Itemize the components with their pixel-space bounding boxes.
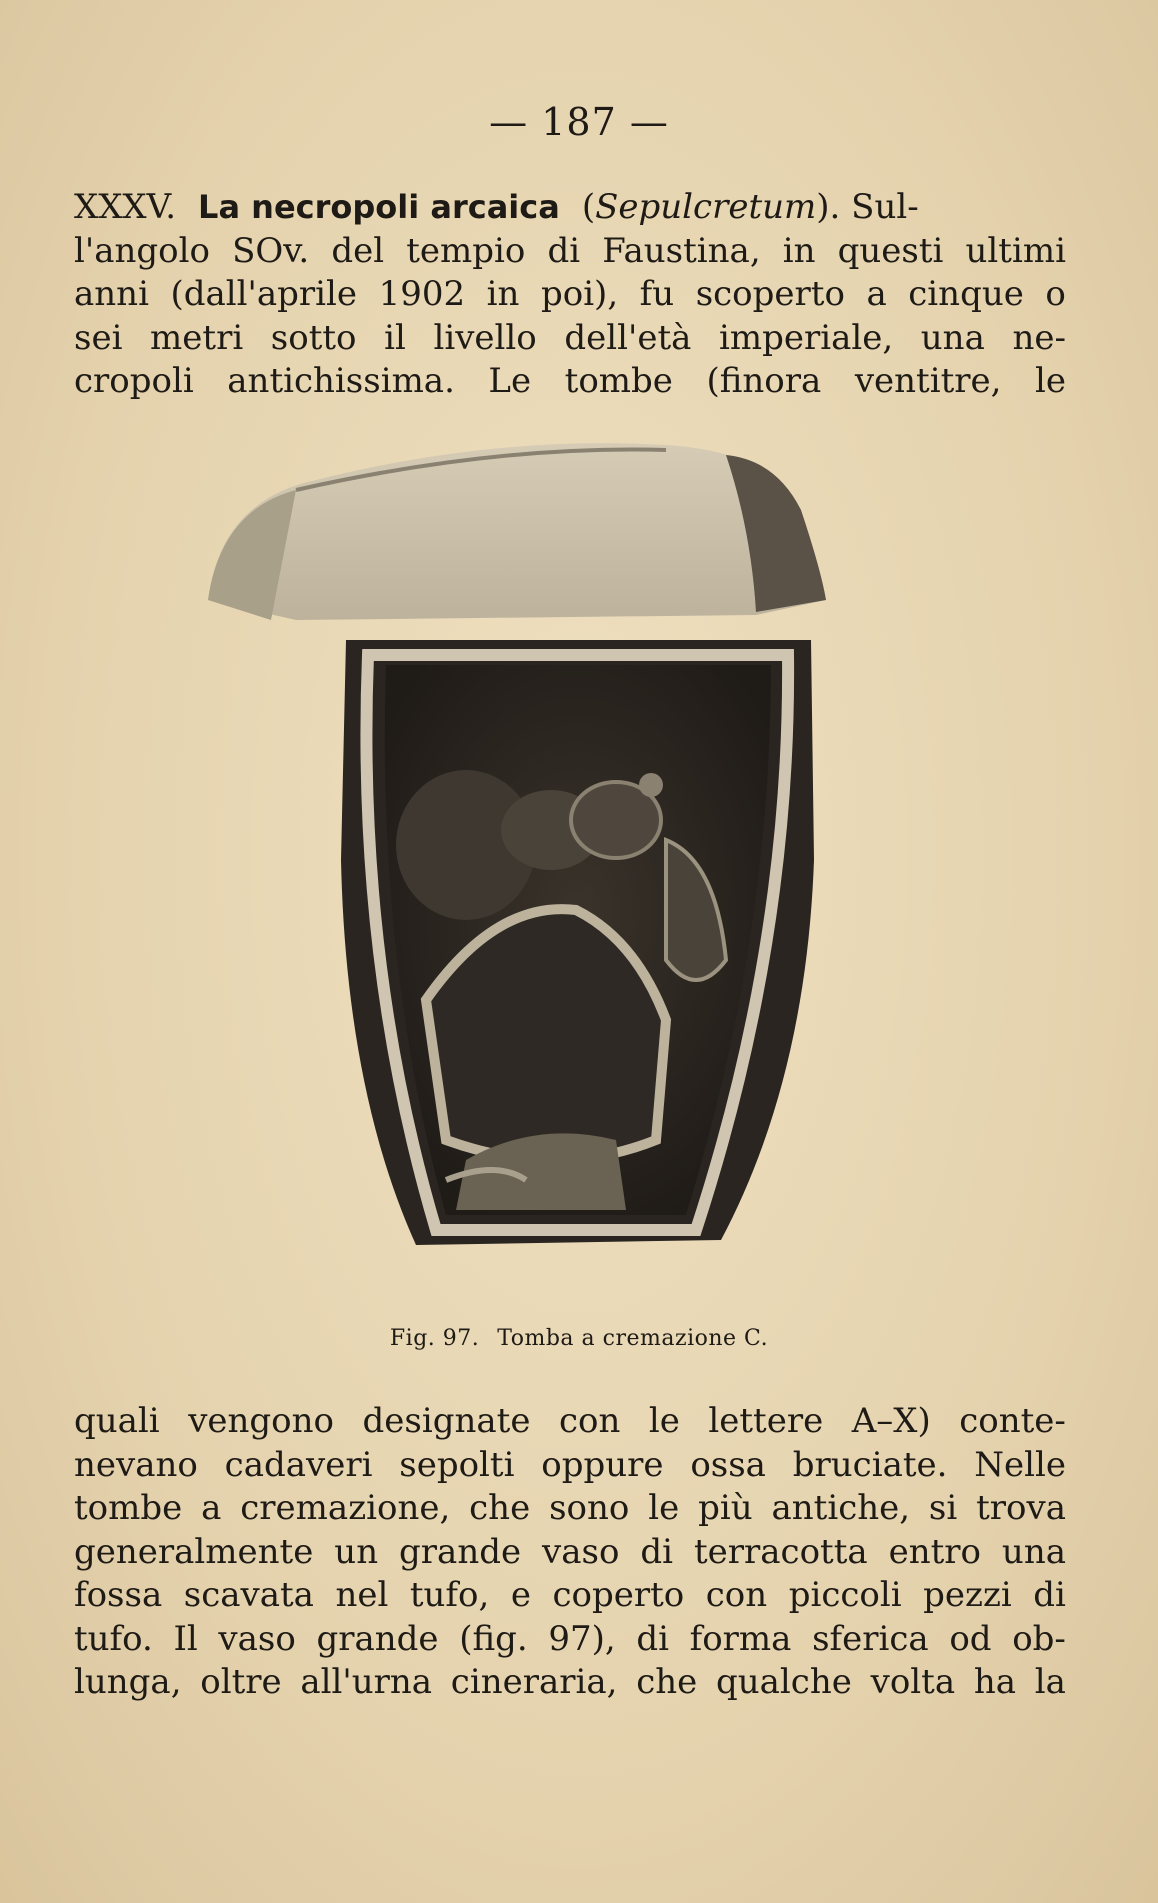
section-title: La necropoli arcaica bbox=[198, 188, 560, 226]
word: pezzi bbox=[923, 1575, 1012, 1615]
word: vaso bbox=[542, 1531, 620, 1572]
text-line bbox=[74, 317, 1066, 361]
word: forma bbox=[689, 1618, 792, 1659]
paragraph-intro bbox=[74, 186, 1066, 404]
word: designate bbox=[362, 1401, 531, 1441]
word: di bbox=[547, 230, 581, 271]
text-line bbox=[74, 1574, 1066, 1618]
text-line bbox=[74, 1400, 1066, 1444]
word: cineraria, bbox=[450, 1662, 618, 1702]
word: poi), bbox=[540, 274, 619, 314]
word: tombe bbox=[74, 1488, 183, 1528]
word: a bbox=[866, 274, 887, 314]
word: anni bbox=[74, 274, 149, 314]
word: terracotta bbox=[693, 1531, 868, 1572]
word: che bbox=[636, 1662, 698, 1702]
word: SOv. bbox=[232, 230, 310, 271]
word: sepolti bbox=[399, 1444, 515, 1485]
text-line bbox=[74, 360, 1066, 404]
word: scavata bbox=[183, 1575, 314, 1615]
word: ventitre, bbox=[854, 361, 1002, 401]
word: metri bbox=[150, 317, 244, 358]
text-line bbox=[74, 230, 1066, 274]
word: o bbox=[1045, 274, 1066, 314]
word: Nelle bbox=[974, 1444, 1066, 1485]
word: piccoli bbox=[788, 1575, 902, 1615]
word: grande bbox=[316, 1618, 439, 1659]
word: scoperto bbox=[695, 274, 845, 314]
word: le bbox=[648, 1488, 680, 1528]
word: la bbox=[1034, 1662, 1066, 1702]
word: ossa bbox=[690, 1444, 766, 1485]
word: con bbox=[705, 1575, 768, 1615]
word: fu bbox=[639, 274, 675, 314]
word: l'angolo bbox=[74, 230, 210, 271]
word: tufo, bbox=[409, 1575, 490, 1615]
word: si bbox=[928, 1488, 958, 1528]
word: una bbox=[1001, 1531, 1066, 1572]
text-line bbox=[74, 186, 1066, 230]
figure-label: Fig. 97. bbox=[389, 1326, 480, 1351]
word: cadaveri bbox=[224, 1444, 373, 1485]
word: cinque bbox=[908, 274, 1024, 314]
word: una bbox=[920, 317, 985, 358]
word: in bbox=[486, 274, 520, 314]
word: il bbox=[384, 317, 406, 358]
word: le bbox=[648, 1401, 680, 1441]
word: dell'età bbox=[564, 317, 692, 358]
word: Le bbox=[488, 361, 532, 401]
word: tufo. bbox=[74, 1618, 153, 1659]
word: tombe bbox=[564, 361, 673, 401]
word: di bbox=[636, 1618, 669, 1659]
word: generalmente bbox=[74, 1531, 314, 1572]
word: A–X) bbox=[851, 1401, 931, 1441]
word: con bbox=[558, 1401, 621, 1441]
word: tempio bbox=[406, 230, 526, 271]
word: conte- bbox=[959, 1401, 1066, 1441]
word: grande bbox=[399, 1531, 522, 1572]
word: sei bbox=[74, 317, 123, 358]
paren-open: ( bbox=[581, 187, 596, 227]
word: in bbox=[782, 230, 816, 271]
word: od bbox=[949, 1618, 992, 1659]
text-line bbox=[74, 1444, 1066, 1488]
word: lettere bbox=[708, 1401, 824, 1441]
word: trova bbox=[976, 1488, 1066, 1528]
word: qualche bbox=[716, 1662, 852, 1702]
text-line bbox=[74, 1487, 1066, 1531]
word: volta bbox=[870, 1662, 956, 1702]
word: oppure bbox=[541, 1444, 664, 1485]
section-number: XXXV. bbox=[74, 187, 177, 227]
word: bruciate. bbox=[792, 1444, 948, 1485]
word: sferica bbox=[812, 1618, 929, 1659]
text-line bbox=[74, 1661, 1066, 1705]
figure-caption bbox=[0, 1326, 1158, 1351]
word: 1902 bbox=[378, 274, 466, 314]
page-number: — 187 — bbox=[489, 100, 669, 144]
word: antiche, bbox=[771, 1488, 911, 1528]
word: ultimi bbox=[965, 230, 1066, 271]
word: cremazione, bbox=[240, 1488, 451, 1528]
word: antichissima. bbox=[227, 361, 455, 401]
word: le bbox=[1034, 361, 1066, 401]
word: (fig. bbox=[459, 1618, 528, 1659]
text-line bbox=[74, 1618, 1066, 1662]
figure-caption-text: Tomba a cremazione C. bbox=[497, 1326, 769, 1351]
word: Faustina, bbox=[602, 230, 761, 271]
word: 97), bbox=[548, 1618, 616, 1659]
word: nel bbox=[335, 1575, 389, 1615]
word: che bbox=[469, 1488, 531, 1528]
word: oltre bbox=[200, 1662, 282, 1702]
word: (dall'aprile bbox=[170, 274, 358, 314]
word: ne- bbox=[1012, 317, 1066, 358]
word: cropoli bbox=[74, 361, 194, 401]
word: Il bbox=[173, 1618, 198, 1659]
word: livello bbox=[433, 317, 537, 358]
word: a bbox=[201, 1488, 222, 1528]
word: di bbox=[1033, 1575, 1066, 1615]
text-line bbox=[74, 1531, 1066, 1575]
word: sotto bbox=[270, 317, 357, 358]
word: del bbox=[331, 230, 385, 271]
word: vengono bbox=[188, 1401, 335, 1441]
word: un bbox=[334, 1531, 379, 1572]
word: ha bbox=[973, 1662, 1017, 1702]
word: imperiale, bbox=[718, 317, 894, 358]
word: vaso bbox=[218, 1618, 296, 1659]
paragraph-body bbox=[74, 1400, 1066, 1705]
word: lunga, bbox=[74, 1662, 182, 1702]
word: quali bbox=[74, 1401, 160, 1441]
word: entro bbox=[888, 1531, 981, 1572]
word: sono bbox=[549, 1488, 630, 1528]
word: questi bbox=[837, 230, 944, 271]
word: di bbox=[640, 1531, 674, 1572]
word: più bbox=[698, 1488, 753, 1528]
word: ob- bbox=[1012, 1618, 1066, 1659]
word: coperto bbox=[552, 1575, 685, 1615]
word: fossa bbox=[74, 1575, 163, 1615]
word: nevano bbox=[74, 1444, 198, 1485]
figure-cremation-tomb bbox=[196, 440, 941, 1280]
text-line bbox=[74, 273, 1066, 317]
word: (finora bbox=[706, 361, 822, 401]
word: e bbox=[510, 1575, 531, 1615]
line-tail: ). Sul- bbox=[816, 187, 919, 227]
latin-term: Sepulcretum bbox=[595, 187, 817, 227]
word: all'urna bbox=[300, 1662, 433, 1702]
